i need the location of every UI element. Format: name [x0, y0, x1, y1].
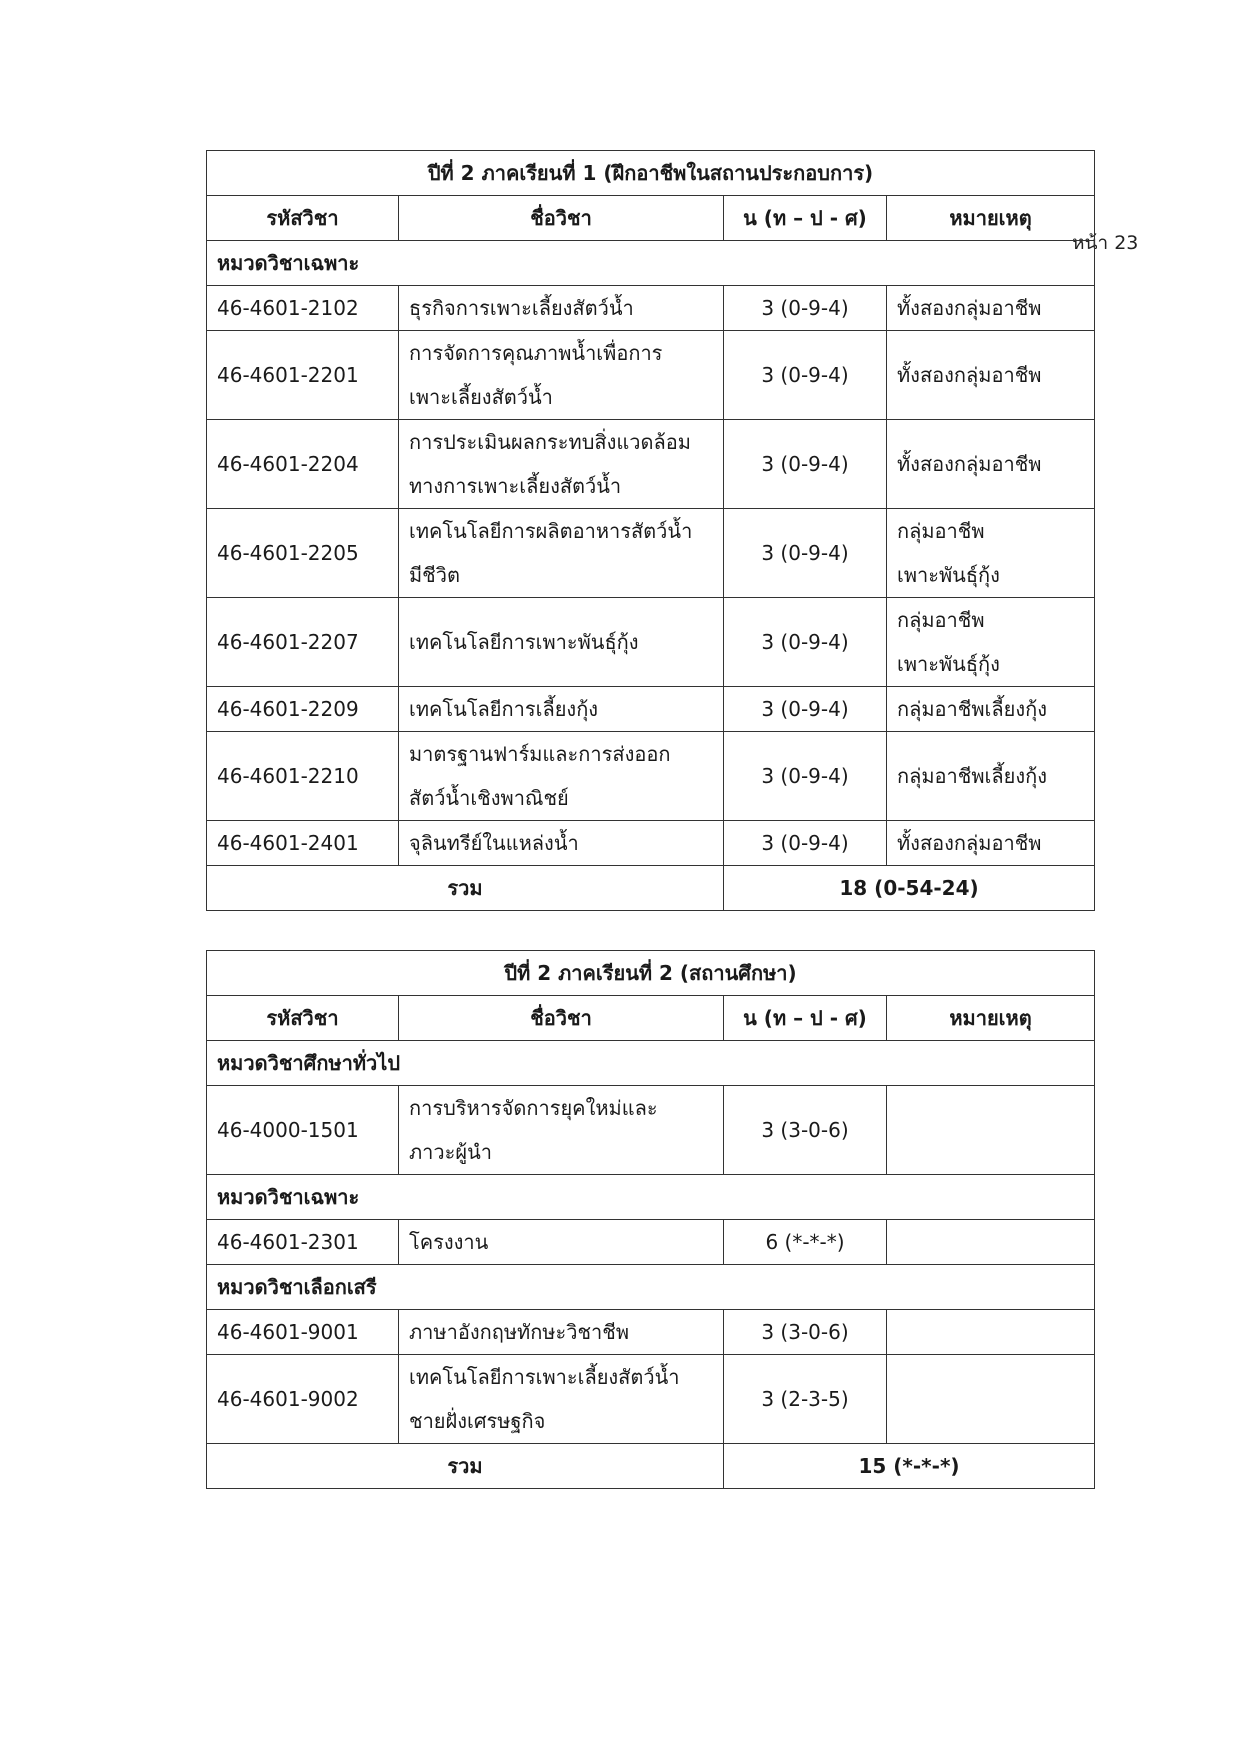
course-name-line: เพาะเลี้ยงสัตว์น้ำ [409, 385, 553, 409]
course-code: 46-4601-2207 [207, 598, 399, 687]
curriculum-table-year2-term2 [206, 950, 1095, 1489]
course-name-line: เทคโนโลยีการผลิตอาหารสัตว์น้ำ [409, 519, 693, 543]
course-note: ทั้งสองกลุ่มอาชีพ [887, 420, 1095, 509]
total-row [207, 1444, 1095, 1489]
course-note: ทั้งสองกลุ่มอาชีพ [887, 286, 1095, 331]
course-credit: 3 (0-9-4) [724, 821, 887, 866]
table-title-row [207, 151, 1095, 196]
course-credit: 3 (0-9-4) [724, 687, 887, 732]
course-note-line: กลุ่มอาชีพ [897, 608, 985, 632]
total-value: 15 (*-*-*) [724, 1444, 1095, 1489]
table-title: ปีที่ 2 ภาคเรียนที่ 2 (สถานศึกษา) [207, 951, 1095, 996]
course-name-line: ทางการเพาะเลี้ยงสัตว์น้ำ [409, 474, 622, 498]
course-note [887, 1220, 1095, 1265]
course-name-line: การบริหารจัดการยุคใหม่และ [409, 1096, 658, 1120]
course-note [887, 1086, 1095, 1175]
course-code: 46-4601-2210 [207, 732, 399, 821]
course-name-line: เทคโนโลยีการเพาะเลี้ยงสัตว์น้ำ [409, 1365, 680, 1389]
course-name-line: การประเมินผลกระทบสิ่งแวดล้อม [409, 430, 691, 454]
course-name: เทคโนโลยีการเลี้ยงกุ้ง [399, 687, 724, 732]
table-row [207, 598, 1095, 687]
course-name: ภาษาอังกฤษทักษะวิชาชีพ [399, 1310, 724, 1355]
course-credit: 3 (0-9-4) [724, 732, 887, 821]
course-name-line: การจัดการคุณภาพน้ำเพื่อการ [409, 341, 663, 365]
course-credit: 3 (2-3-5) [724, 1355, 887, 1444]
course-name-line: ชายฝั่งเศรษฐกิจ [409, 1409, 546, 1433]
section-row [207, 1175, 1095, 1220]
header-name: ชื่อวิชา [399, 196, 724, 241]
table-row [207, 509, 1095, 598]
course-code: 46-4601-2205 [207, 509, 399, 598]
header-note: หมายเหตุ [887, 996, 1095, 1041]
curriculum-table-year2-term1 [206, 150, 1095, 911]
course-code: 46-4000-1501 [207, 1086, 399, 1175]
header-row [207, 996, 1095, 1041]
course-code: 46-4601-2301 [207, 1220, 399, 1265]
course-note [887, 1310, 1095, 1355]
table-row [207, 1220, 1095, 1265]
table-row [207, 331, 1095, 420]
course-note-line: เพาะพันธุ์กุ้ง [897, 652, 1000, 676]
course-code: 46-4601-9002 [207, 1355, 399, 1444]
course-name-line: ภาวะผู้นำ [409, 1140, 493, 1164]
total-value: 18 (0-54-24) [724, 866, 1095, 911]
header-name: ชื่อวิชา [399, 996, 724, 1041]
section-row [207, 1041, 1095, 1086]
table-title: ปีที่ 2 ภาคเรียนที่ 1 (ฝึกอาชีพในสถานประกอบการ) [207, 151, 1095, 196]
course-credit: 3 (0-9-4) [724, 331, 887, 420]
course-code: 46-4601-2209 [207, 687, 399, 732]
table-row [207, 732, 1095, 821]
course-name-line: สัตว์น้ำเชิงพาณิชย์ [409, 786, 569, 810]
section-title: หมวดวิชาศึกษาทั่วไป [207, 1041, 1095, 1086]
table-row [207, 420, 1095, 509]
course-note [887, 1355, 1095, 1444]
course-name: โครงงาน [399, 1220, 724, 1265]
course-name-line: มีชีวิต [409, 563, 460, 587]
course-name: เทคโนโลยีการเพาะพันธุ์กุ้ง [399, 598, 724, 687]
course-credit: 3 (3-0-6) [724, 1086, 887, 1175]
course-note: ทั้งสองกลุ่มอาชีพ [887, 821, 1095, 866]
course-credit: 3 (0-9-4) [724, 509, 887, 598]
course-code: 46-4601-9001 [207, 1310, 399, 1355]
section-title: หมวดวิชาเฉพาะ [207, 1175, 1095, 1220]
table-title-row [207, 951, 1095, 996]
header-credit: น (ท – ป - ศ) [724, 196, 887, 241]
course-credit: 3 (3-0-6) [724, 1310, 887, 1355]
total-row [207, 866, 1095, 911]
section-row [207, 1265, 1095, 1310]
course-code: 46-4601-2102 [207, 286, 399, 331]
course-note-line: เพาะพันธุ์กุ้ง [897, 563, 1000, 587]
table-row [207, 1310, 1095, 1355]
course-credit: 3 (0-9-4) [724, 598, 887, 687]
total-label: รวม [207, 1444, 724, 1489]
table-row [207, 286, 1095, 331]
table-row [207, 1355, 1095, 1444]
header-code: รหัสวิชา [207, 996, 399, 1041]
course-note: กลุ่มอาชีพเลี้ยงกุ้ง [887, 687, 1095, 732]
table-row [207, 687, 1095, 732]
header-row [207, 196, 1095, 241]
header-credit: น (ท – ป - ศ) [724, 996, 887, 1041]
section-title: หมวดวิชาเฉพาะ [207, 241, 1095, 286]
course-note: กลุ่มอาชีพเลี้ยงกุ้ง [887, 732, 1095, 821]
table-row [207, 1086, 1095, 1175]
course-credit: 6 (*-*-*) [724, 1220, 887, 1265]
course-code: 46-4601-2401 [207, 821, 399, 866]
section-title: หมวดวิชาเลือกเสรี [207, 1265, 1095, 1310]
total-label: รวม [207, 866, 724, 911]
table-row [207, 821, 1095, 866]
course-code: 46-4601-2201 [207, 331, 399, 420]
course-credit: 3 (0-9-4) [724, 420, 887, 509]
course-code: 46-4601-2204 [207, 420, 399, 509]
header-code: รหัสวิชา [207, 196, 399, 241]
course-name: จุลินทรีย์ในแหล่งน้ำ [399, 821, 724, 866]
section-row [207, 241, 1095, 286]
header-note: หมายเหตุ [887, 196, 1095, 241]
course-name-line: มาตรฐานฟาร์มและการส่งออก [409, 742, 671, 766]
course-note-line: กลุ่มอาชีพ [897, 519, 985, 543]
course-note: ทั้งสองกลุ่มอาชีพ [887, 331, 1095, 420]
course-name: ธุรกิจการเพาะเลี้ยงสัตว์น้ำ [399, 286, 724, 331]
page-number: หน้า 23 [1072, 232, 1139, 254]
course-credit: 3 (0-9-4) [724, 286, 887, 331]
